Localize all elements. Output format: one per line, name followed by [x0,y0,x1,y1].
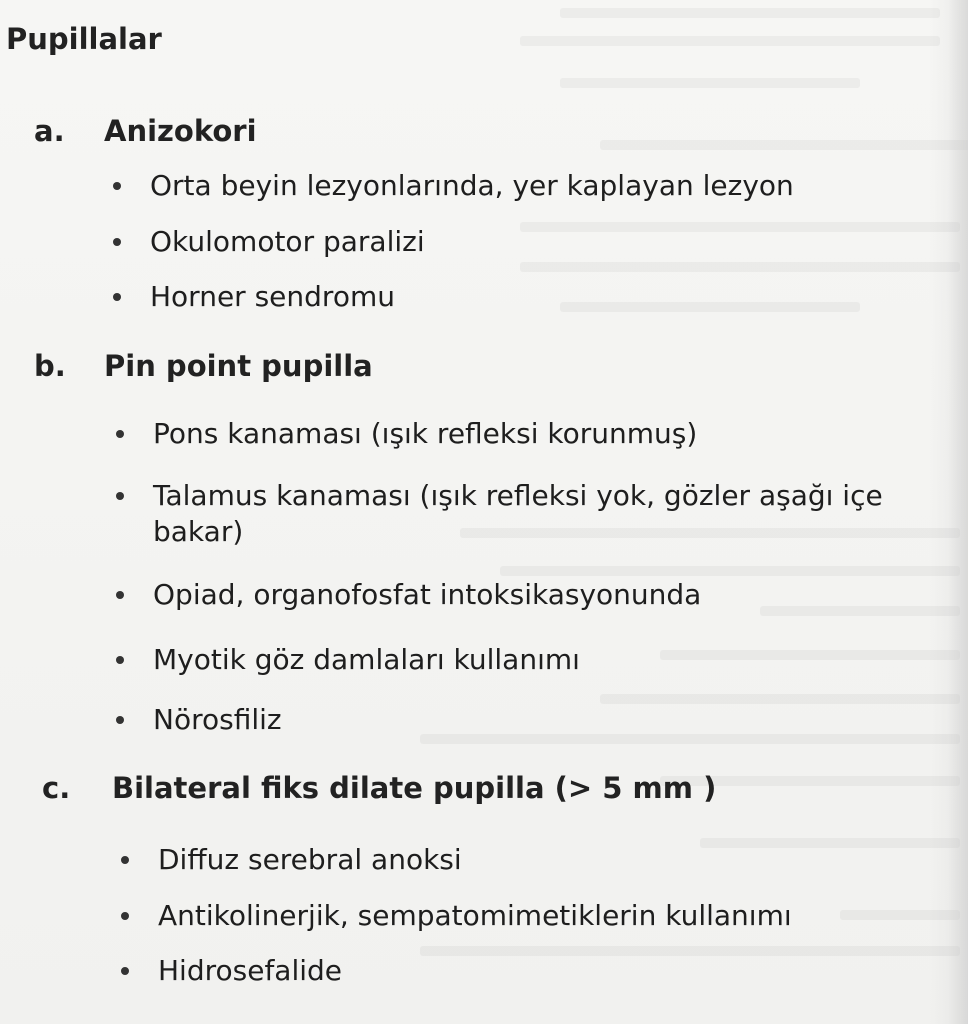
bleed-through-line [520,262,960,272]
bleed-through-line [600,694,960,704]
bullet-icon [121,912,129,920]
list-item [158,842,462,878]
bleed-through-line [700,838,960,848]
bleed-through-line [520,36,940,46]
bullet-icon [116,656,124,664]
bleed-through-line [420,734,960,744]
bleed-through-line [600,140,968,150]
bleed-through-line [560,78,860,88]
section-heading-text: Pin point pupilla [104,349,373,383]
list-item-text: Orta beyin lezyonlarında, yer kaplayan lezyon [150,169,794,202]
list-item-text: Diffuz serebral anoksi [158,843,462,876]
list-item [158,898,792,934]
bleed-through-line [560,302,860,312]
bleed-through-line [760,606,960,616]
bleed-through-line [660,650,960,660]
list-item [153,702,282,738]
list-item-text: Hidrosefalide [158,954,343,987]
bleed-through-line [840,910,960,920]
list-item [153,416,697,452]
bullet-icon [113,238,121,246]
list-item-text: Pons kanaması (ışık refleksi korunmuş) [153,417,698,450]
list-item [150,224,425,260]
bleed-through-line [420,946,960,956]
section-letter: b. [34,349,66,383]
list-item-text: Okulomotor paralizi [150,225,425,258]
bullet-icon [121,967,129,975]
bleed-through-line [560,8,940,18]
bleed-through-line [500,566,960,576]
list-item [158,953,342,989]
section-heading-bilateral-fiks-dilate-pupilla [42,771,716,805]
list-item-text: Opiad, organofosfat intoksikasyonunda [153,578,702,611]
section-heading-text: Bilateral fiks dilate pupilla (> 5 mm ) [112,771,717,805]
bullet-icon [113,293,121,301]
list-item-text: Myotik göz damlaları kullanımı [153,643,580,676]
list-item [153,577,701,613]
list-item-text: Horner sendromu [150,280,395,313]
bullet-icon [116,716,124,724]
section-letter: c. [42,771,71,805]
bleed-through-line [520,222,960,232]
bullet-icon [116,430,124,438]
list-item-text: Talamus kanaması (ışık refleksi yok, gözler aşağı içe bakar) [153,479,883,548]
section-letter: a. [34,114,65,148]
list-item [153,642,580,678]
list-item-text: Nörosfiliz [153,703,282,736]
bullet-icon [116,591,124,599]
section-heading-anizokori [34,114,257,148]
section-heading-pin-point-pupilla [34,349,373,383]
bullet-icon [121,856,129,864]
list-item [150,168,794,204]
list-item-text: Antikolinerjik, sempatomimetiklerin kullanımı [158,899,792,932]
bullet-icon [113,182,121,190]
bullet-icon [116,492,124,500]
section-heading-text: Anizokori [104,114,257,148]
list-item [153,478,953,550]
page-title: Pupillalar [6,22,162,56]
list-item [150,279,395,315]
